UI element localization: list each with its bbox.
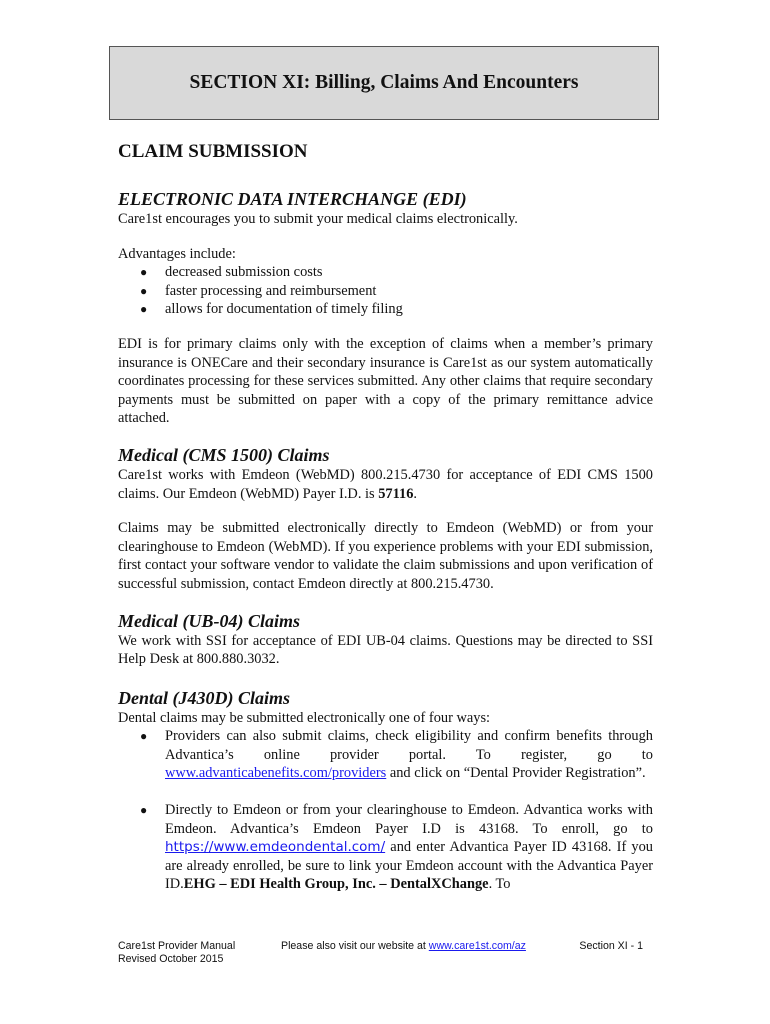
advantica-link[interactable]: www.advanticabenefits.com/providers xyxy=(165,765,387,782)
emdeon-dental-link[interactable]: https://www.emdeondental.com/ xyxy=(165,839,386,856)
cms1500-text: Care1st works with Emdeon (WebMD) 800.215.4730 for acceptance of EDI CMS 1500 claims. Our Emdeon (WebMD) Payer I.D. is 57116. xyxy=(118,466,653,502)
list-item: ● allows for documentation of timely filing xyxy=(140,301,403,318)
footer-middle: Please also visit our website at www.care1st.com/az xyxy=(281,940,526,952)
list-item: ● decreased submission costs xyxy=(140,264,323,281)
website-link[interactable]: www.care1st.com/az xyxy=(428,940,526,952)
advantages-list xyxy=(118,263,653,319)
bullet-icon: ● xyxy=(140,729,148,744)
section-title: SECTION XI: Billing, Claims And Encounters xyxy=(189,72,579,93)
edi-intro: Care1st encourages you to submit your medical claims electronically. xyxy=(118,211,518,227)
ub04-heading: Medical (UB-04) Claims xyxy=(118,610,300,631)
section-header-box xyxy=(109,46,659,120)
bullet-icon: ● xyxy=(140,283,148,298)
payer-id: 57116 xyxy=(378,485,414,502)
cms1500-heading: Medical (CMS 1500) Claims xyxy=(118,444,330,465)
list-item: ● Directly to Emdeon or from your clearinghouse to Emdeon. Advantica works with Emdeon. Advantica’s Emdeon Payer I.D is 43168. To enroll, go to https://www.emdeondental.com/ and enter Advantica Payer ID 43168. If you are already enrolled, be sure to link your Emdeon account with the Advantica Payer ID.EHG – EDI Health Group, Inc. – DentalXChange. To xyxy=(140,802,653,893)
dental-list xyxy=(118,727,653,894)
bullet-icon: ● xyxy=(140,265,148,280)
edi-paragraph: EDI is for primary claims only with the exception of claims when a member’s primary insurance is ONECare and their secondary insurance is Care1st as our system automatically coordinates processing for these services submitted. Any other claims that require secondary payments must be submitted on paper with a copy of the primary remittance advice attached. xyxy=(118,335,653,427)
list-item: ● Providers can also submit claims, check eligibility and confirm benefits through Advantica’s online provider portal. To register, go to www.advanticabenefits.com/providers and click on “Dental Provider Registration”. xyxy=(140,728,653,782)
edi-heading: ELECTRONIC DATA INTERCHANGE (EDI) xyxy=(118,189,467,209)
footer-left xyxy=(118,940,235,966)
dental-intro: Dental claims may be submitted electronically one of four ways: xyxy=(118,709,491,726)
dental-heading: Dental (J430D) Claims xyxy=(118,687,291,708)
bullet-icon: ● xyxy=(140,803,148,818)
ub04-text: We work with SSI for acceptance of EDI UB-04 claims. Questions may be directed to SSI Help Desk at 800.880.3032. xyxy=(118,632,653,668)
advantages-label: Advantages include: xyxy=(118,245,236,262)
bullet-icon: ● xyxy=(140,302,148,317)
footer-revised: Revised October 2015 xyxy=(118,953,224,965)
footer-manual: Care1st Provider Manual xyxy=(118,940,236,952)
cms1500-text2: Claims may be submitted electronically directly to Emdeon (WebMD) or from your clearinghouse to Emdeon (WebMD). If you experience problems with your EDI submission, first contact your software vendor to validate the claim submissions and upon verification of successful submission, contact Emdeon directly at 800.215.4730. xyxy=(118,520,653,592)
claim-submission-heading: CLAIM SUBMISSION xyxy=(118,141,308,162)
footer-page-number: Section XI - 1 xyxy=(579,940,643,952)
page-content xyxy=(118,140,653,894)
page-footer xyxy=(118,940,653,980)
list-item: ● faster processing and reimbursement xyxy=(140,282,377,299)
